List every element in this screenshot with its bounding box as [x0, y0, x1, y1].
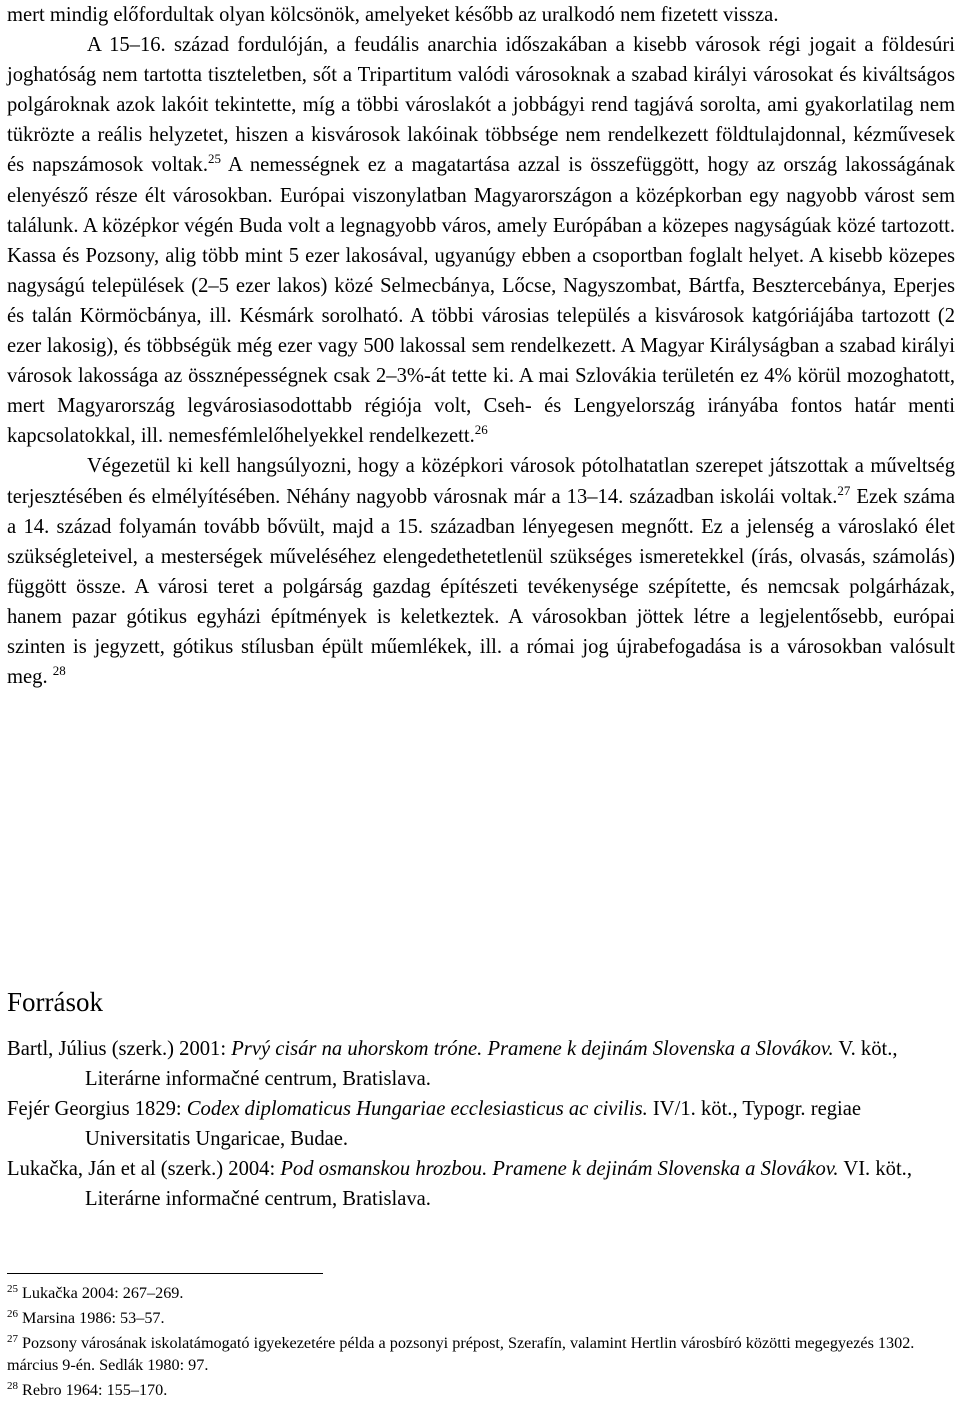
- source-2-publisher: IV/1. köt., Typogr. regiae Universitatis Ungaricae, Budae.: [85, 1098, 862, 1151]
- paragraph-1: [7, 0, 955, 30]
- paragraph-3-text-b: Ezek száma a 14. század folyamán tovább bővült, majd a 15. században lényegesen megnőtt. Ez a jelenség a városlakó élet szükségleteivel, a mesterségek műveléséhez elengedethetetlenül szükséges ismeretekkel (írás, olvasás, számolás) függött össze. A városi teret a polgárság gazdag építészeti tevékenysége szépítette, és nemcsak polgárházak, hanem pazar gótikus egyházi építmények is keletkeztek. A városokban jöttek létre a legjelentősebb, európai szinten is jegyzett, gótikus stílusban épült műemlékek, ill. a római jog újrabefogadása is a városokban valósult meg.: [7, 485, 955, 689]
- footnote-number: 27: [7, 1333, 18, 1345]
- page: [7, 0, 955, 1399]
- footnote-text: Rebro 1964: 155–170.: [18, 1381, 168, 1399]
- footnote-number: 28: [7, 1380, 18, 1392]
- source-1-author: Bartl, Július (szerk.) 2001:: [7, 1038, 232, 1060]
- paragraph-2-text-a: A 15–16. század fordulóján, a feudális anarchia időszakában a kisebb városok régi jogait a földesúri joghatóság nem tartotta tiszteletben, sőt a Tripartitum valódi városoknak a szabad királyi városokat és kiváltságos polgároknak azok lakóit tekintette, míg a többi városlakót a jobbágyi rend tagjává sorolta, ami gyakorlatilag nem tükrözte a reális helyzetet, hiszen a kisvárosok lakóinak többsége nem rendelkezett földtulajdonnal, kézművesek és napszámosok voltak.: [7, 34, 955, 177]
- footnotes: [7, 1282, 955, 1404]
- source-2-title: Codex diplomaticus Hungariae ecclesiasticus ac civilis.: [186, 1098, 648, 1121]
- source-item: [7, 1154, 955, 1214]
- footnote-25: [7, 1282, 955, 1304]
- source-item: [7, 1094, 955, 1154]
- footnote-26: [7, 1307, 955, 1329]
- paragraph-2-text-b: A nemességnek ez a magatartása azzal is összefüggött, hogy az ország lakosságának elenyésző része élt városokban. Európai viszonylatban Magyarországon a középkorban egy nagyobb várost sem találunk. A középkor végén Buda volt a legnagyobb város, amely Európában a közepes nagyságúak közé tartozott. Kassa és Pozsony, alig több mint 5 ezer lakosával, ugyanúgy ebben a csoportban foglalt helyet. A kisebb közepes nagyságú települések (2–5 ezer lakos) közé Selmecbánya, Lőcse, Nagyszombat, Bártfa, Besztercebánya, Eperjes és talán Körmöcbánya, ill. Késmárk sorolható. A többi városias település a kisvárosok katgóriájába tartozott (2 ezer lakosig), és többségük még ezer vagy 500 lakossal sem rendelkezett. A Magyar Királyságban a szabad királyi városok lakossága az össznépességnek csak 2–3%-át tette ki. A mai Szlovákia területén ez 4% körül mozoghatott, mert Magyarország legvárosiasodottabb régiója volt, Cseh- és Lengyelország irányába fontos határ menti kapcsolatokkal, ill. nemesfémlelőhelyekkel rendelkezett.: [7, 154, 955, 448]
- footnote-ref-26[interactable]: 26: [474, 422, 488, 438]
- source-3-author: Lukačka, Ján et al (szerk.) 2004:: [7, 1158, 281, 1181]
- source-item: [7, 1034, 955, 1094]
- footnote-ref-27[interactable]: 27: [837, 482, 851, 498]
- main-text: [7, 0, 955, 692]
- footnote-number: 26: [7, 1308, 18, 1320]
- source-1-publisher: V. köt., Literárne informačné centrum, Bratislava.: [85, 1038, 898, 1091]
- footnote-28: [7, 1379, 955, 1401]
- source-1-title: Prvý cisár na uhorskom tróne. Pramene k dejinám Slovenska a Slovákov.: [231, 1038, 834, 1060]
- footnote-text: Lukačka 2004: 267–269.: [18, 1284, 184, 1302]
- source-3-title: Pod osmanskou hrozbou. Pramene k dejinám Slovenska a Slovákov.: [280, 1158, 839, 1181]
- paragraph-2: [7, 30, 955, 451]
- footnote-ref-28[interactable]: 28: [52, 663, 66, 679]
- footnote-ref-25[interactable]: 25: [208, 151, 221, 167]
- paragraph-3: [7, 451, 955, 692]
- footnote-number: 25: [7, 1283, 18, 1295]
- footnote-text: Marsina 1986: 53–57.: [18, 1309, 165, 1327]
- footnote-divider: [7, 1273, 323, 1274]
- source-2-author: Fejér Georgius 1829:: [7, 1098, 187, 1121]
- paragraph-1-text: mert mindig előfordultak olyan kölcsönök, amelyeket később az uralkodó nem fizetett vissza.: [7, 4, 779, 26]
- footnote-text: Pozsony városának iskolatámogató igyekezetére példa a pozsonyi prépost, Szerafín, valamint Hertlin városbíró közötti megegyezés 1302. március 9-én. Sedlák 1980: 97.: [7, 1334, 915, 1374]
- sources-heading: Források: [7, 987, 103, 1017]
- sources-list: [7, 1034, 955, 1215]
- paragraph-3-text-a: Végezetül ki kell hangsúlyozni, hogy a középkori városok pótolhatatlan szerepet játszottak a műveltség terjesztésében és elmélyítésében. Néhány nagyobb városnak már a 13–14. században iskolái voltak.: [7, 455, 955, 508]
- source-3-publisher: VI. köt., Literárne informačné centrum, Bratislava.: [85, 1158, 912, 1211]
- footnote-27: [7, 1332, 955, 1376]
